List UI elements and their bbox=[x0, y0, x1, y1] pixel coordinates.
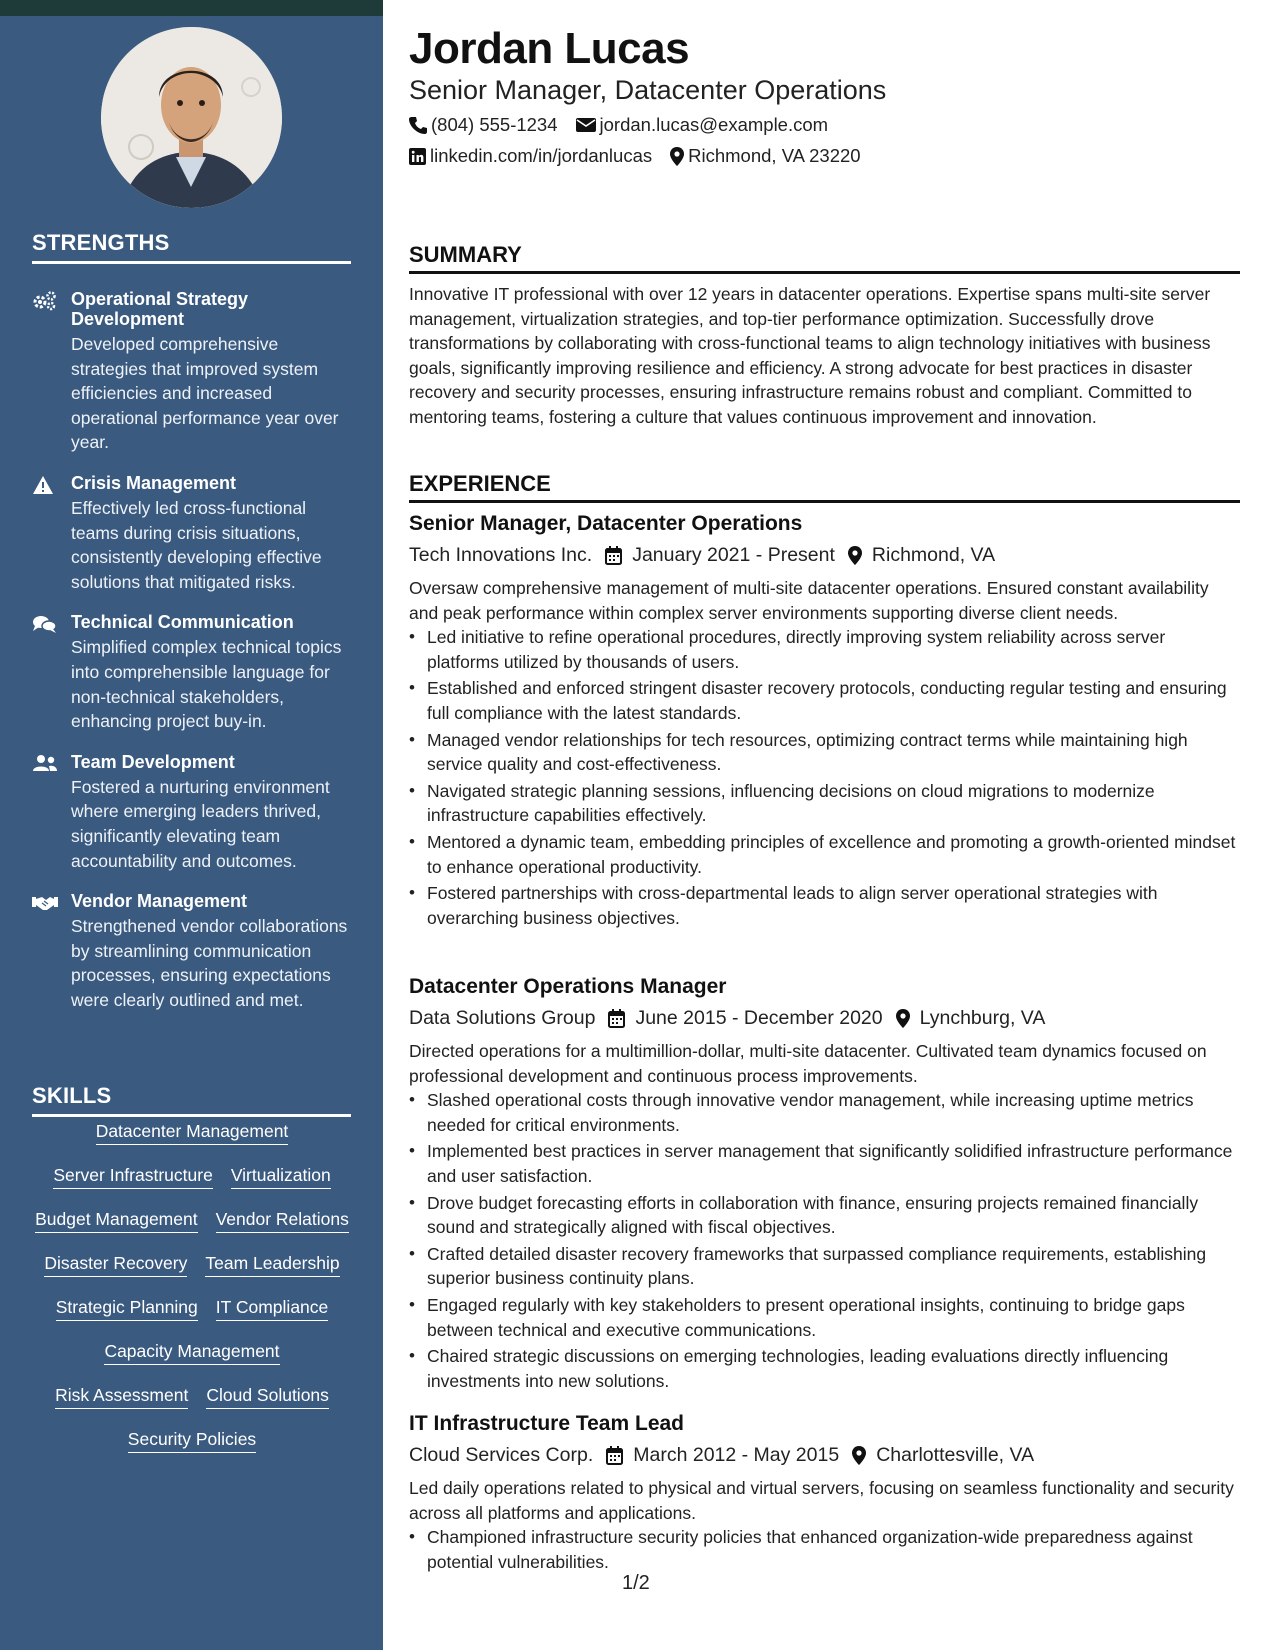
skill-tag: Security Policies bbox=[128, 1428, 256, 1453]
strength-description: Developed comprehensive strategies that improved system efficiencies and increased operational performance year over year. bbox=[71, 334, 339, 453]
job-bullets bbox=[409, 1525, 1240, 1574]
strength-title: Vendor Management bbox=[71, 891, 248, 912]
job-dates bbox=[606, 1443, 839, 1467]
phone-icon bbox=[409, 116, 427, 134]
job-meta bbox=[409, 543, 1240, 567]
company-name: Tech Innovations Inc. bbox=[409, 544, 593, 566]
sidebar-top-bar bbox=[0, 0, 383, 16]
strength-title: Crisis Management bbox=[71, 472, 237, 493]
candidate-name: Jordan Lucas bbox=[409, 24, 690, 73]
strength-description: Simplified complex technical topics into comprehensible language for non-technical stakeholders, enhancing project buy-in. bbox=[71, 637, 342, 732]
job-location-text: Lynchburg, VA bbox=[919, 1007, 1046, 1029]
skill-tag: Server Infrastructure bbox=[53, 1164, 213, 1189]
gears-icon bbox=[32, 291, 58, 311]
skill-tag: Virtualization bbox=[231, 1164, 331, 1189]
strength-title: Operational Strategy Development bbox=[71, 289, 249, 329]
linkedin-url[interactable]: linkedin.com/in/jordanlucas bbox=[430, 145, 653, 166]
strength-title: Technical Communication bbox=[71, 612, 294, 633]
job-description: Led daily operations related to physical and virtual servers, focusing on seamless functionality and security across all platforms and applications. bbox=[409, 1478, 1234, 1523]
job-bullet: • Crafted detailed disaster recovery frameworks that surpassed compliance requirements, establishing superior business continuity plans. bbox=[409, 1242, 1240, 1291]
job-title: IT Infrastructure Team Lead bbox=[409, 1412, 685, 1435]
job-location-text: Charlottesville, VA bbox=[876, 1444, 1035, 1466]
comments-icon bbox=[32, 614, 58, 634]
job-dates bbox=[608, 1006, 882, 1030]
skill-tag: Cloud Solutions bbox=[206, 1384, 329, 1409]
job-location bbox=[848, 543, 995, 567]
phone-number: (804) 555-1234 bbox=[431, 114, 558, 135]
job-bullet: • Championed infrastructure security policies that enhanced organization-wide preparedness against potential vulnerabilities. bbox=[409, 1525, 1240, 1574]
page-number: 1/2 bbox=[622, 1572, 650, 1594]
email-address[interactable]: jordan.lucas@example.com bbox=[599, 114, 829, 135]
job-bullet: • Established and enforced stringent disaster recovery protocols, conducting regular testing and ensuring full compliance with the latest standards. bbox=[409, 676, 1240, 725]
job-entry bbox=[409, 1411, 1240, 1576]
map-pin-icon bbox=[670, 147, 684, 166]
job-bullet: • Navigated strategic planning sessions, influencing decisions on cloud migrations to modernize infrastructure capabilities effectively. bbox=[409, 779, 1240, 828]
skill-tag: Team Leadership bbox=[205, 1252, 339, 1277]
strengths-heading: STRENGTHS bbox=[32, 230, 351, 264]
location-text: Richmond, VA 23220 bbox=[688, 145, 861, 166]
skill-tag: Budget Management bbox=[35, 1208, 197, 1233]
job-meta bbox=[409, 1006, 1240, 1030]
strength-item bbox=[32, 289, 352, 455]
strength-item bbox=[32, 752, 352, 873]
candidate-headline: Senior Manager, Datacenter Operations bbox=[409, 75, 887, 105]
job-meta bbox=[409, 1443, 1240, 1467]
job-location-text: Richmond, VA bbox=[871, 544, 996, 566]
envelope-icon bbox=[576, 117, 596, 133]
sidebar bbox=[0, 0, 383, 1650]
avatar bbox=[101, 27, 282, 208]
job-bullet: • Implemented best practices in server management that significantly solidified infrastructure performance and user satisfaction. bbox=[409, 1139, 1240, 1188]
map-pin-icon bbox=[896, 1009, 910, 1028]
job-dates-text: June 2015 - December 2020 bbox=[635, 1007, 883, 1029]
skill-tag: Strategic Planning bbox=[56, 1296, 198, 1321]
job-bullet: • Chaired strategic discussions on emerging technologies, leading evaluations directly influencing investments into new solutions. bbox=[409, 1344, 1240, 1393]
skills-list bbox=[32, 1120, 352, 1453]
strength-title: Team Development bbox=[71, 751, 235, 772]
job-bullet: • Slashed operational costs through innovative vendor management, while increasing uptime metrics needed for critical environments. bbox=[409, 1088, 1240, 1137]
job-title: Datacenter Operations Manager bbox=[409, 975, 727, 998]
job-description: Directed operations for a multimillion-dollar, multi-site datacenter. Cultivated team dynamics focused on professional development and continuous process improvements. bbox=[409, 1041, 1207, 1086]
strength-item bbox=[32, 891, 352, 1012]
job-dates bbox=[605, 543, 835, 567]
strength-description: Effectively led cross-functional teams during crisis situations, consistently developing effective solutions that mitigated risks. bbox=[71, 497, 322, 592]
calendar-icon bbox=[606, 1446, 623, 1465]
job-bullets bbox=[409, 1088, 1240, 1393]
linkedin-contact[interactable] bbox=[409, 145, 652, 167]
strength-description: Strengthened vendor collaborations by streamlining communication processes, ensuring expectations were clearly outlined and met. bbox=[71, 916, 348, 1010]
job-description: Oversaw comprehensive management of multi-site datacenter operations. Ensured constant availability and peak performance within complex server environments supporting diverse client needs. bbox=[409, 578, 1209, 623]
summary-text: Innovative IT professional with over 12 years in datacenter operations. Expertise spans multi-site server management, virtualization strategies, and top-tier performance optimization. Successfully drove transformations by collaborating with cross-functional teams to align technology initiatives with business goals, significantly improving resilience and efficiency. A strong advocate for best practices in disaster recovery and security processes, ensuring infrastructure remains robust and compliant. Committed to mentoring teams, fostering a culture that values continuous improvement and innovation. bbox=[409, 284, 1211, 427]
strengths-list bbox=[32, 289, 352, 1030]
job-bullet: • Mentored a dynamic team, embedding principles of excellence and promoting a growth-oriented mindset to enhance operational productivity. bbox=[409, 830, 1240, 879]
linkedin-icon bbox=[409, 148, 426, 165]
skill-tag: Capacity Management bbox=[104, 1340, 279, 1365]
job-entry bbox=[409, 511, 1240, 932]
contact-row bbox=[409, 145, 879, 167]
job-dates-text: March 2012 - May 2015 bbox=[633, 1444, 840, 1466]
company-name: Data Solutions Group bbox=[409, 1007, 596, 1029]
location-contact bbox=[670, 145, 860, 167]
skill-tag: IT Compliance bbox=[216, 1296, 329, 1321]
map-pin-icon bbox=[852, 1446, 866, 1465]
warning-icon bbox=[32, 475, 58, 495]
job-bullet: • Led initiative to refine operational procedures, directly improving system reliability across server platforms utilized by thousands of users. bbox=[409, 625, 1240, 674]
job-dates-text: January 2021 - Present bbox=[632, 544, 835, 566]
contact-row bbox=[409, 114, 846, 136]
map-pin-icon bbox=[848, 546, 862, 565]
users-icon bbox=[32, 754, 58, 774]
skill-tag: Disaster Recovery bbox=[44, 1252, 187, 1277]
strength-item bbox=[32, 473, 352, 594]
handshake-icon bbox=[32, 893, 58, 913]
job-bullet: • Fostered partnerships with cross-departmental leads to align server operational strategies with overarching business objectives. bbox=[409, 881, 1240, 930]
calendar-icon bbox=[608, 1009, 625, 1028]
phone-contact bbox=[409, 114, 558, 136]
strength-description: Fostered a nurturing environment where emerging leaders thrived, significantly elevating team accountability and outcomes. bbox=[71, 776, 330, 871]
job-bullet: • Managed vendor relationships for tech resources, optimizing contract terms while maintaining high service quality and cost-effectiveness. bbox=[409, 728, 1240, 777]
skills-heading: SKILLS bbox=[32, 1083, 351, 1117]
company-name: Cloud Services Corp. bbox=[409, 1444, 594, 1466]
strength-item bbox=[32, 612, 352, 733]
skill-tag: Datacenter Management bbox=[96, 1120, 289, 1145]
summary-heading: SUMMARY bbox=[409, 242, 1240, 274]
job-location bbox=[896, 1006, 1046, 1030]
job-entry bbox=[409, 974, 1240, 1395]
calendar-icon bbox=[605, 546, 622, 565]
job-bullets bbox=[409, 625, 1240, 930]
job-location bbox=[852, 1443, 1034, 1467]
job-bullet: • Drove budget forecasting efforts in collaboration with finance, ensuring projects remained financially sound and strategically aligned with fiscal objectives. bbox=[409, 1191, 1240, 1240]
skill-tag: Risk Assessment bbox=[55, 1384, 188, 1409]
experience-heading: EXPERIENCE bbox=[409, 471, 1240, 503]
job-title: Senior Manager, Datacenter Operations bbox=[409, 512, 803, 535]
job-bullet: • Engaged regularly with key stakeholders to present operational insights, continuing to bridge gaps between technical and executive communications. bbox=[409, 1293, 1240, 1342]
email-contact[interactable] bbox=[576, 114, 829, 136]
skill-tag: Vendor Relations bbox=[216, 1208, 349, 1233]
